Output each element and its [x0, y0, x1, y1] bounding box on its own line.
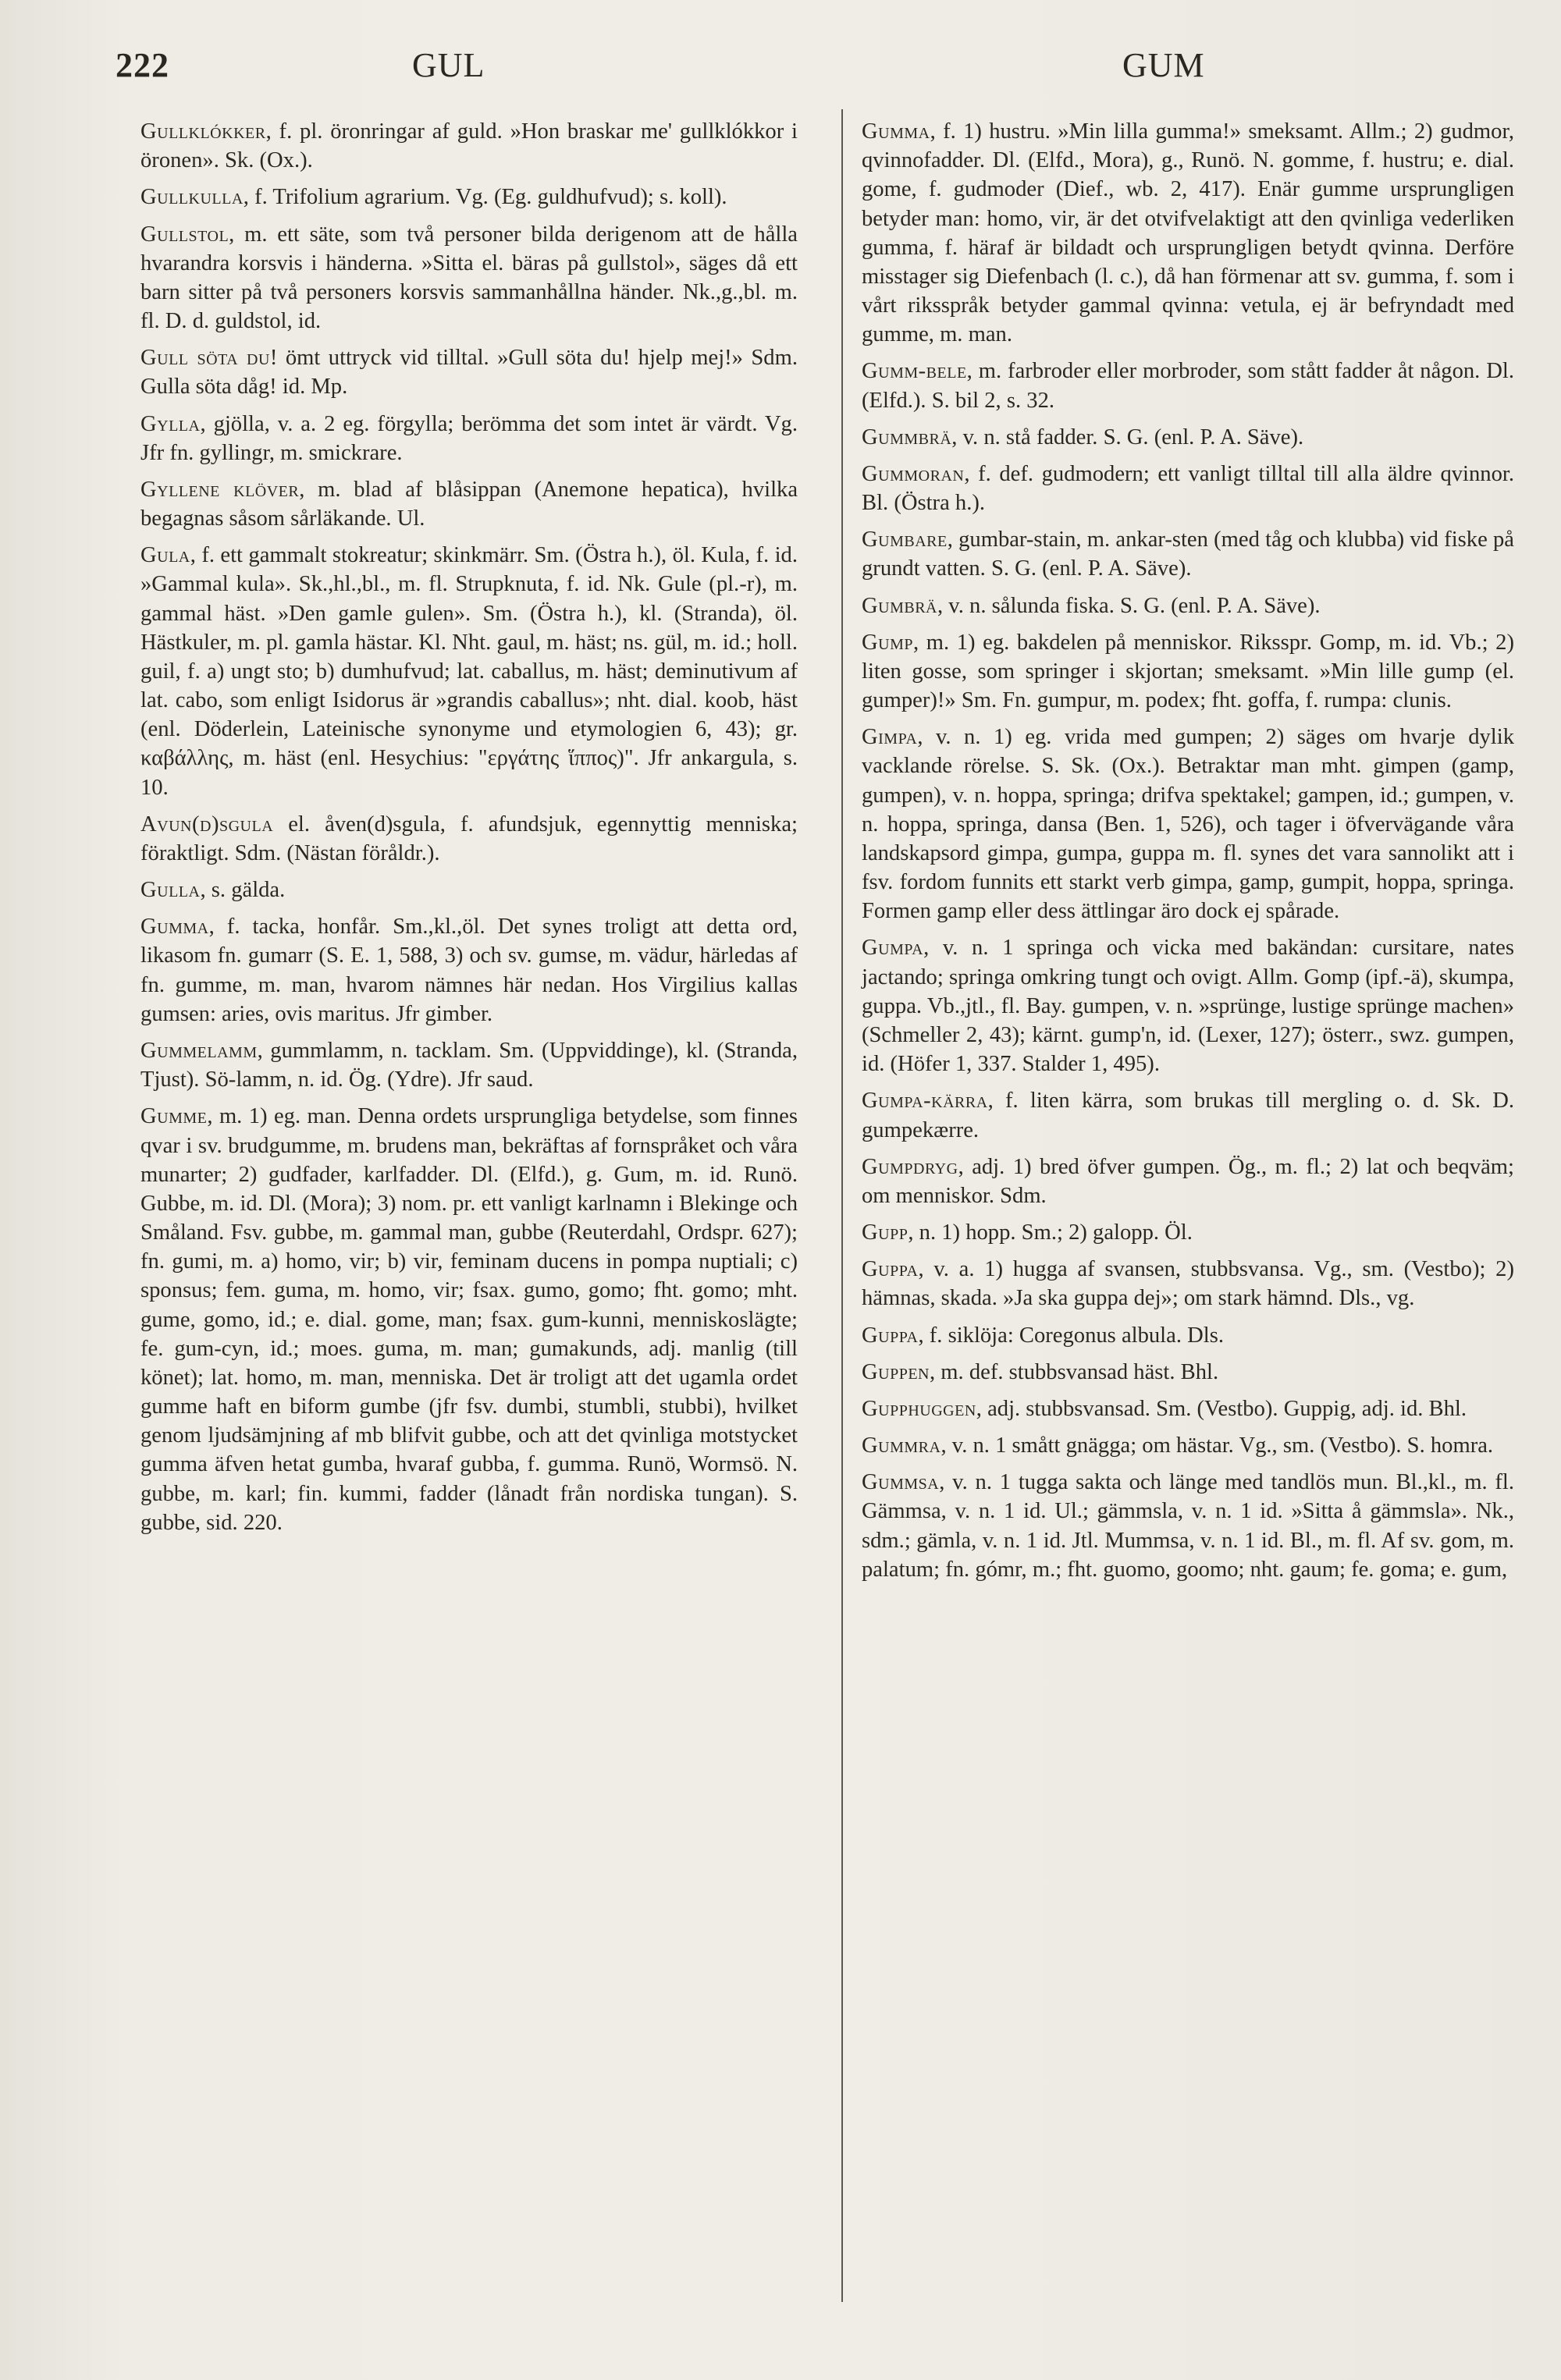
dictionary-entry — [140, 183, 798, 211]
entry-headword: Gula — [140, 543, 190, 568]
entry-headword: Gummra — [862, 1433, 941, 1458]
entry-headword: Gumm-bele — [862, 359, 967, 384]
right-column — [862, 117, 1514, 1592]
entry-headword: Gumma — [862, 119, 930, 144]
entry-definition: , f. ett gammalt stokreatur; skinkmärr. Sm. (Östra h.), öl. Kula, f. id. »Gammal kula». Sk.,hl.,bl., m. fl. Strupknuta, f. id. Nk. Gule (pl.-r), m. gammal häst. »Den gamle gulen». Sm. (Östra h.), kl. (Stranda), öl. Hästkuler, m. pl. gamla hästar. Kl. Nht. gaul, m. häst; ns. gül, m. id.; holl. guil, f. a) ungt sto; b) dumhufvud; lat. caballus, m. häst; deminutivum af lat. cabo, som enligt Isidorus är »grandis caballus»; nht. dial. koob, häst (enl. Döderlein, Lateinische synonyme und etymologien 6, 43); gr. καβάλλης, m. häst (enl. Hesychius: "εργάτης ἵππος)". Jfr ankargula, s. 10. — [140, 543, 798, 800]
entry-headword: Gimpa — [862, 725, 918, 750]
entry-definition: , adj. 1) bred öfver gumpen. Ög., m. fl.; 2) lat och beqväm; om menniskor. Sdm. — [862, 1154, 1514, 1208]
dictionary-entry — [140, 876, 798, 904]
dictionary-entry — [862, 1321, 1514, 1350]
entry-headword: Gullstol — [140, 222, 229, 247]
dictionary-entry — [862, 1431, 1514, 1460]
entry-headword: Gupp — [862, 1220, 909, 1245]
entry-definition: , f. siklöja: Coregonus albula. Dls. — [918, 1323, 1224, 1348]
dictionary-entry — [140, 220, 798, 336]
left-column — [140, 117, 798, 1545]
entry-definition: , f. 1) hustru. »Min lilla gumma!» smeksamt. Allm.; 2) gudmor, qvinnofadder. Dl. (Elfd., Mora), g., Runö. N. gomme, f. hustru; e. dial. gome, f. gudmoder (Dief., wb. 2, 417). Enär gumme ursprungligen betyder man: homo, vir, är det otvifvelaktigt att den qvinliga vederliken gumma, f. häraf är bildadt och ursprungligen betydt qvinna. Derföre misstager sig Diefenbach (l. c.), då han förmenar att sv. gumma, f. som i vårt riksspråk betyder gammal qvinna: vetula, ej är befryndadt med gumme, m. man. — [862, 119, 1514, 347]
entry-definition: , f. tacka, honfår. Sm.,kl.,öl. Det synes troligt att detta ord, likasom fn. gumarr (S. E. 1, 588, 3) och sv. gumse, m. vädur, härledas af fn. gumme, m. man, hvarom nämnes här nedan. Hos Virgilius kallas gumsen: aries, ovis maritus. Jfr gimber. — [140, 915, 798, 1026]
dictionary-entry — [140, 410, 798, 467]
entry-headword: Gummoran — [862, 461, 965, 486]
entry-definition: , gumbar-stain, m. ankar-sten (med tåg och klubba) vid fiske på grundt vatten. S. G. (enl. P. A. Säve). — [862, 528, 1514, 581]
entry-definition: , v. n. 1 smått gnägga; om hästar. Vg., sm. (Vestbo). S. homra. — [941, 1433, 1494, 1458]
entry-definition: , m. farbroder eller morbroder, som stått fadder åt någon. Dl. (Elfd.). S. bil 2, s. 32. — [862, 359, 1514, 413]
entry-definition: el. åven(d)sgula, f. afundsjuk, egennyttig menniska; föraktligt. Sdm. (Nästan föråldr.). — [140, 812, 798, 865]
entry-headword: Gummbrä — [862, 424, 952, 449]
entry-definition: , v. a. 1) hugga af svansen, stubbsvansa. Vg., sm. (Vestbo); 2) hämnas, skada. »Ja ska guppa dej»; om stark hämnd. Dls., vg. — [862, 1257, 1514, 1311]
dictionary-entry — [862, 1153, 1514, 1210]
running-head-left: GUL — [412, 46, 485, 84]
dictionary-entry — [862, 591, 1514, 620]
dictionary-entry — [862, 460, 1514, 517]
entry-headword: Gumbrä — [862, 593, 937, 618]
dictionary-entry — [140, 1036, 798, 1094]
entry-headword: Gummsa — [862, 1470, 940, 1495]
page-number: 222 — [116, 46, 169, 84]
entry-headword: Gumpdryg — [862, 1154, 958, 1179]
dictionary-entry — [862, 525, 1514, 583]
entry-definition: , v. n. 1 tugga sakta och länge med tandlös mun. Bl.,kl., m. fl. Gämmsa, v. n. 1 id. Ul.; gämmsla, v. n. 1 id. »Sitta å gämmsla». Nk., sdm.; gämla, v. n. 1 id. Jtl. Mummsa, v. n. 1 id. Bl., m. fl. Af sv. gom, m. palatum; fn. gómr, m.; fht. guomo, goomo; nht. gaum; fe. goma; e. gum, — [862, 1470, 1514, 1582]
entry-headword: Guppen — [862, 1359, 930, 1384]
entry-definition: , m. blad af blåsippan (Anemone hepatica), hvilka begagnas såsom sårläkande. Ul. — [140, 477, 798, 531]
entry-definition: , s. gälda. — [200, 878, 286, 903]
dictionary-entry — [862, 117, 1514, 349]
entry-definition: , m. ett säte, som två personer bilda derigenom att de hålla hvarandra korsvis i händerna. »Sitta el. bäras på gullstol», säges då ett barn sitter på två personers korsvis sammanhållna händer. Nk.,g.,bl. m. fl. D. d. guldstol, id. — [140, 222, 798, 334]
entry-definition: ! ömt uttryck vid tilltal. »Gull söta du! hjelp mej!» Sdm. Gulla söta dåg! id. Mp. — [140, 346, 798, 400]
dictionary-entry — [862, 1394, 1514, 1423]
entry-definition: , f. Trifolium agrarium. Vg. (Eg. guldhufvud); s. koll). — [243, 185, 727, 210]
entry-headword: Gullklókker — [140, 119, 266, 144]
entry-definition: , gummlamm, n. tacklam. Sm. (Uppviddinge), kl. (Stranda, Tjust). Sö-lamm, n. id. Ög. (Ydre). Jfr saud. — [140, 1038, 798, 1092]
entry-definition: , v. n. stå fadder. S. G. (enl. P. A. Säve). — [951, 424, 1304, 449]
entry-definition: , f. pl. öronringar af guld. »Hon braskar me' gullklókkor i öronen». Sk. (Ox.). — [140, 119, 798, 173]
entry-definition: , f. def. gudmodern; ett vanligt tilltal till alla äldre qvinnor. Bl. (Östra h.). — [862, 461, 1514, 516]
entry-headword: Avun(d)sgula — [140, 812, 274, 837]
entry-headword: Guppa — [862, 1323, 919, 1348]
running-head-right: GUM — [1122, 46, 1205, 84]
dictionary-entry — [140, 810, 798, 868]
entry-headword: Gylla — [140, 411, 201, 436]
dictionary-entry — [862, 1358, 1514, 1387]
entry-headword: Gulla — [140, 878, 201, 903]
entry-definition: , n. 1) hopp. Sm.; 2) galopp. Öl. — [908, 1220, 1193, 1245]
entry-definition: , adj. stubbsvansad. Sm. (Vestbo). Guppig, adj. id. Bhl. — [976, 1396, 1467, 1421]
entry-headword: Gumpa — [862, 936, 924, 961]
column-divider — [841, 109, 843, 2302]
entry-definition: , v. n. 1 springa och vicka med bakändan: cursitare, nates jactando; springa omkring tungt och ovigt. Allm. Gomp (ipf.-ä), skumpa, guppa. Vb.,jtl., fl. Bay. gumpen, v. n. »sprünge, lustige sprünge machen» (Schmeller 2, 43); kärnt. gump'n, id. (Lexer, 127); österr., swz. gumpen, id. (Höfer 1, 337. Stalder 1, 495). — [862, 936, 1514, 1077]
entry-definition: , gjölla, v. a. 2 eg. förgylla; berömma det som intet är värdt. Vg. Jfr fn. gyllingr, m. smickrare. — [140, 411, 798, 465]
entry-headword: Gyllene klöver — [140, 477, 300, 502]
dictionary-entry — [140, 117, 798, 175]
dictionary-entry — [862, 423, 1514, 452]
entry-headword: Gummelamm — [140, 1038, 258, 1063]
entry-definition: , m. 1) eg. bakdelen på menniskor. Riksspr. Gomp, m. id. Vb.; 2) liten gosse, som springer i skjortan; smeksamt. »Min lille gump (el. gumper)!» Sm. Fn. gumpur, m. podex; fht. goffa, f. rumpa: clunis. — [862, 630, 1514, 713]
dictionary-entry — [862, 1086, 1514, 1144]
dictionary-entry — [140, 343, 798, 401]
dictionary-entry — [862, 628, 1514, 716]
dictionary-entry — [140, 541, 798, 802]
dictionary-entry — [140, 912, 798, 1028]
dictionary-entry — [862, 723, 1514, 925]
entry-definition: , v. n. 1) eg. vrida med gumpen; 2) säges om hvarje dylik vacklande rörelse. S. Sk. (Ox.). Betraktar man mht. gimpen (gamp, gumpen), v. n. hoppa, springa; drifva spektakel; gampen, id.; gumpen, v. n. hoppa, springa, dansa (Ben. 1, 526), och tager i öfvervägande våra landskapsord gimpa, gumpa, guppa m. fl. synes det vara sannolikt att i fsv. fordom funnits ett starkt verb gimpa, gamp, gumpit, hoppa, springa. Formen gamp eller dess ättlingar äro dock ej spårade. — [862, 725, 1514, 924]
entry-definition: , m. def. stubbsvansad häst. Bhl. — [930, 1359, 1219, 1384]
dictionary-entry — [140, 1102, 798, 1537]
entry-definition: , m. 1) eg. man. Denna ordets ursprungliga betydelse, som finnes qvar i sv. brudgumme, m. brudens man, bekräftas af fornspråket och våra munarter; 2) gudfader, karlfadder. Dl. (Elfd.), g. Gum, m. id. Runö. Gubbe, m. id. Dl. (Mora); 3) nom. pr. ett vanligt karlnamn i Blekinge och Småland. Fsv. gubbe, m. gammal man, gubbe (Reuterdahl, Ordspr. 627); fn. gumi, m. a) homo, vir; b) vir, feminam ducens in pompa nuptiali; c) sponsus; fem. guma, m. homo, vir; fsax. gumo, gomo; fht. gomo; mht. gume, gomo, id.; e. dial. gome, man; fsax. gum-kunni, menniskoslägte; fe. gum-cyn, id.; moes. guma, m. man; gumakunds, adj. manlig (till könet); lat. homo, m. man, menniska. Det är troligt att det ugamla ordet gumme haft en biform gumbe (jfr fsv. dumbi, stumbli, stubbi), hvilket genom ljudsämjning af mb blifvit gubbe, och att det qvinliga motstycket gumma äfven hetat gumba, hvaraf gubba, f. gumma. Runö, Wormsö. N. gubbe, m. karl; fin. kummi, fadder (lånadt från nordiska tungan). S. gubbe, sid. 220. — [140, 1104, 798, 1535]
entry-definition: , v. n. sålunda fiska. S. G. (enl. P. A. Säve). — [937, 593, 1321, 618]
dictionary-entry — [862, 1468, 1514, 1584]
dictionary-entry — [862, 1255, 1514, 1313]
dictionary-entry — [862, 357, 1514, 414]
entry-headword: Gullkulla — [140, 185, 244, 210]
dictionary-entry — [862, 1218, 1514, 1247]
entry-headword: Gull söta du — [140, 346, 270, 371]
entry-headword: Gumme — [140, 1104, 208, 1129]
entry-headword: Gupphuggen — [862, 1396, 976, 1421]
entry-headword: Gumbare — [862, 528, 948, 552]
dictionary-entry — [140, 475, 798, 533]
entry-headword: Gump — [862, 630, 913, 655]
entry-headword: Gumpa-kärra — [862, 1089, 988, 1114]
dictionary-entry — [862, 933, 1514, 1078]
entry-definition: , f. liten kärra, som brukas till mergling o. d. Sk. D. gumpekærre. — [862, 1089, 1514, 1142]
entry-headword: Guppa — [862, 1257, 919, 1282]
entry-headword: Gumma — [140, 915, 209, 940]
